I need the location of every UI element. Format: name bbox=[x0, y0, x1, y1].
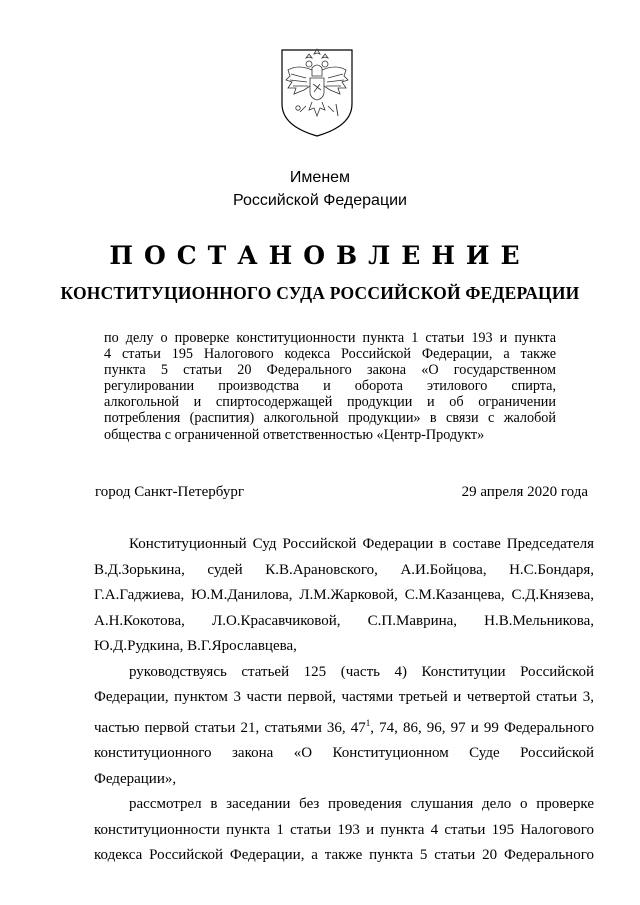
body-line: руководствуясь статьей 125 (часть 4) Конституции Российской bbox=[129, 663, 594, 680]
case-line: алкогольной и спиртосодержащей продукции и об ограничении bbox=[104, 394, 556, 411]
in-the-name-of: Именем bbox=[289, 169, 351, 186]
body-line: рассмотрел в заседании без проведения слушания дело о проверке bbox=[129, 796, 594, 812]
coat-of-arms-emblem bbox=[276, 46, 358, 138]
body-line: В.Д.Зорькина, судей К.В.Арановского, А.И.Бойцова, Н.С.Бондаря, bbox=[94, 561, 594, 578]
body-line-part: , 74, 86, 96, 97 и 99 Федерального bbox=[370, 719, 594, 736]
body-line: Ю.Д.Рудкина, В.Г.Ярославцева, bbox=[94, 638, 297, 654]
body-line: Федерации», bbox=[94, 770, 177, 787]
body-line: Г.А.Гаджиева, Ю.М.Данилова, Л.М.Жарковой, С.М.Казанцева, С.Д.Князева, bbox=[94, 587, 594, 603]
case-line: 4 статьи 195 Налогового кодекса Российской Федерации, а также bbox=[104, 346, 556, 363]
body-line bbox=[94, 711, 594, 742]
body-line: конституционного закона «О Конституционном Суде Российской bbox=[94, 745, 594, 761]
case-description bbox=[104, 330, 556, 443]
case-line: потребления (распития) алкогольной продукции» в связи с жалобой bbox=[104, 410, 556, 427]
body-line-part: частью первой статьи 21, статьями 36, 47 bbox=[94, 719, 366, 736]
document-subtitle: КОНСТИТУЦИОННОГО СУДА РОССИЙСКОЙ ФЕДЕРАЦИИ bbox=[60, 283, 580, 303]
place-of-decision: город Санкт-Петербург bbox=[95, 484, 244, 500]
case-line: общества с ограниченной ответственностью «Центр-Продукт» bbox=[104, 426, 485, 443]
body-line: конституционности пункта 1 статьи 193 и пункта 4 статьи 195 Налогового bbox=[94, 821, 594, 838]
body-line: Федерации, пунктом 3 части первой, частями третьей и четвертой статьи 3, bbox=[94, 689, 594, 705]
document-title: ПОСТАНОВЛЕНИЕ bbox=[109, 241, 531, 270]
case-line: пункта 5 статьи 20 Федерального закона «О государственном bbox=[104, 362, 556, 379]
superscript-index: 1 bbox=[365, 717, 371, 728]
case-line: по делу о проверке конституционности пункта 1 статьи 193 и пункта bbox=[104, 330, 556, 346]
body-line: кодекса Российской Федерации, а также пункта 5 статьи 20 Федерального bbox=[94, 847, 594, 863]
decision-date: 29 апреля 2020 года bbox=[461, 484, 588, 500]
body-line: Конституционный Суд Российской Федерации в составе Председателя bbox=[129, 536, 594, 552]
document-body bbox=[94, 532, 594, 869]
body-line: А.Н.Кокотова, Л.О.Красавчиковой, С.П.Маврина, Н.В.Мельникова, bbox=[94, 612, 594, 629]
russian-federation: Российской Федерации bbox=[233, 192, 407, 209]
case-line: регулировании производства и оборота этилового спирта, bbox=[104, 378, 556, 395]
